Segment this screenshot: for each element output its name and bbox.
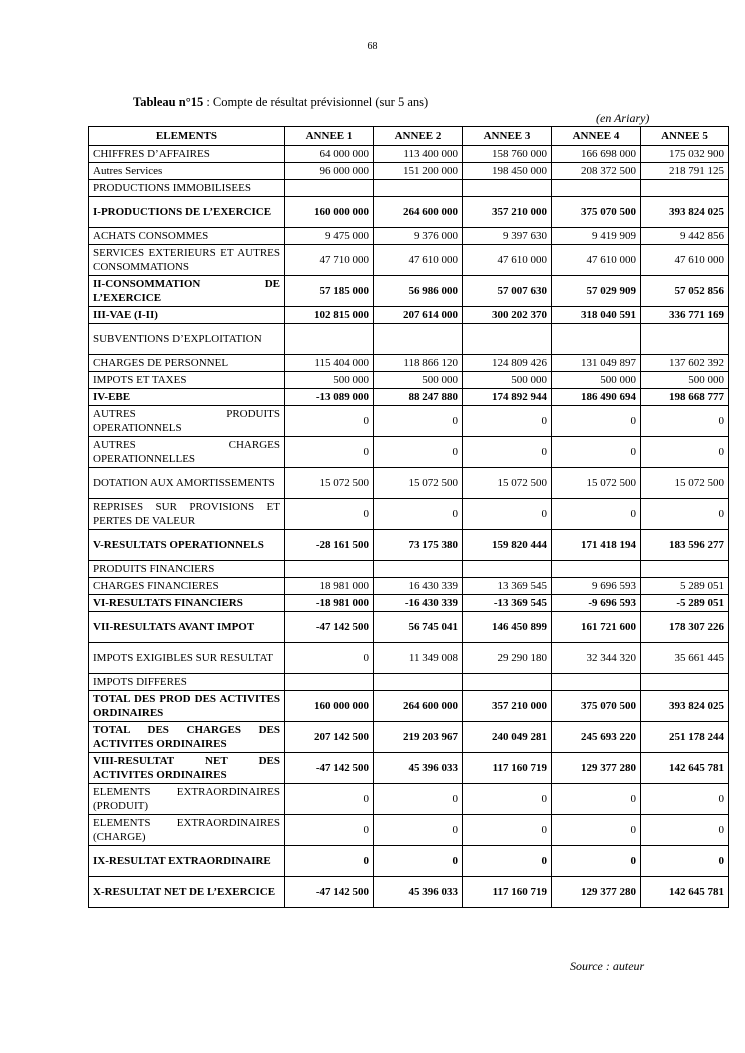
row-value-annee-4: 129 377 280 [552, 877, 641, 908]
row-value-annee-1: 0 [285, 643, 374, 674]
row-value-annee-3: 357 210 000 [463, 691, 552, 722]
row-value-annee-3: 0 [463, 815, 552, 846]
row-value-annee-2: 56 986 000 [374, 276, 463, 307]
row-label: DOTATION AUX AMORTISSEMENTS [89, 468, 285, 499]
row-label: IV-EBE [89, 389, 285, 406]
row-label: PRODUCTIONS IMMOBILISEES [89, 180, 285, 197]
table-row [89, 245, 729, 276]
row-value-annee-2: 0 [374, 406, 463, 437]
table-row [89, 846, 729, 877]
row-value-annee-2: 11 349 008 [374, 643, 463, 674]
row-value-annee-4: 375 070 500 [552, 197, 641, 228]
row-value-annee-4: 245 693 220 [552, 722, 641, 753]
row-value-annee-1: 0 [285, 499, 374, 530]
row-value-annee-2: 219 203 967 [374, 722, 463, 753]
row-value-annee-5 [641, 324, 729, 355]
row-label: V-RESULTATS OPERATIONNELS [89, 530, 285, 561]
row-value-annee-3: 117 160 719 [463, 877, 552, 908]
row-value-annee-3: 0 [463, 784, 552, 815]
row-value-annee-4: -9 696 593 [552, 595, 641, 612]
table-row [89, 437, 729, 468]
row-value-annee-3: 124 809 426 [463, 355, 552, 372]
row-value-annee-5: 15 072 500 [641, 468, 729, 499]
row-label: CHARGES DE PERSONNEL [89, 355, 285, 372]
row-label: CHARGES FINANCIERES [89, 578, 285, 595]
table-row [89, 163, 729, 180]
table-row [89, 499, 729, 530]
row-label: ELEMENTS EXTRAORDINAIRES (CHARGE) [89, 815, 285, 846]
row-label: VIII-RESULTAT NET DES ACTIVITES ORDINAIRES [89, 753, 285, 784]
row-value-annee-1: 102 815 000 [285, 307, 374, 324]
row-value-annee-3: 15 072 500 [463, 468, 552, 499]
row-value-annee-2: 15 072 500 [374, 468, 463, 499]
row-value-annee-2: 118 866 120 [374, 355, 463, 372]
row-value-annee-4: 15 072 500 [552, 468, 641, 499]
row-label: TOTAL DES PROD DES ACTIVITES ORDINAIRES [89, 691, 285, 722]
source-note: Source : auteur [570, 959, 645, 973]
row-value-annee-5: 251 178 244 [641, 722, 729, 753]
row-label: AUTRES CHARGES OPERATIONNELLES [89, 437, 285, 468]
row-value-annee-2 [374, 324, 463, 355]
row-value-annee-5: 393 824 025 [641, 691, 729, 722]
row-value-annee-2: 151 200 000 [374, 163, 463, 180]
row-label: IMPOTS DIFFERES [89, 674, 285, 691]
row-value-annee-1: 115 404 000 [285, 355, 374, 372]
table-row [89, 595, 729, 612]
currency-unit: (en Ariary) [596, 111, 650, 125]
row-value-annee-4 [552, 674, 641, 691]
row-value-annee-5 [641, 180, 729, 197]
row-value-annee-3: 0 [463, 499, 552, 530]
row-value-annee-2: 0 [374, 784, 463, 815]
row-value-annee-3: 13 369 545 [463, 578, 552, 595]
row-label: VI-RESULTATS FINANCIERS [89, 595, 285, 612]
row-value-annee-4 [552, 561, 641, 578]
table-row [89, 753, 729, 784]
table-row [89, 578, 729, 595]
table-header-row [89, 127, 729, 146]
row-value-annee-1: 96 000 000 [285, 163, 374, 180]
row-value-annee-2: 0 [374, 437, 463, 468]
row-value-annee-4: 208 372 500 [552, 163, 641, 180]
row-label: CHIFFRES D’AFFAIRES [89, 146, 285, 163]
row-value-annee-3: 117 160 719 [463, 753, 552, 784]
row-label: TOTAL DES CHARGES DES ACTIVITES ORDINAIRES [89, 722, 285, 753]
row-value-annee-2: -16 430 339 [374, 595, 463, 612]
row-value-annee-3: 57 007 630 [463, 276, 552, 307]
row-value-annee-2: 45 396 033 [374, 877, 463, 908]
row-value-annee-3: 159 820 444 [463, 530, 552, 561]
row-value-annee-3 [463, 180, 552, 197]
row-value-annee-1: 160 000 000 [285, 197, 374, 228]
row-label: IMPOTS EXIGIBLES SUR RESULTAT [89, 643, 285, 674]
header-annee-1: ANNEE 1 [285, 127, 374, 146]
row-value-annee-1 [285, 324, 374, 355]
row-value-annee-4: 32 344 320 [552, 643, 641, 674]
row-value-annee-2: 0 [374, 846, 463, 877]
row-label: IMPOTS ET TAXES [89, 372, 285, 389]
row-value-annee-2: 16 430 339 [374, 578, 463, 595]
header-annee-5: ANNEE 5 [641, 127, 729, 146]
row-value-annee-4: 161 721 600 [552, 612, 641, 643]
row-value-annee-4: 318 040 591 [552, 307, 641, 324]
table-row [89, 643, 729, 674]
table-row [89, 877, 729, 908]
row-value-annee-2: 0 [374, 815, 463, 846]
row-value-annee-5: 137 602 392 [641, 355, 729, 372]
row-value-annee-2: 73 175 380 [374, 530, 463, 561]
row-label: IX-RESULTAT EXTRAORDINAIRE [89, 846, 285, 877]
row-value-annee-1: 0 [285, 815, 374, 846]
row-value-annee-5 [641, 674, 729, 691]
row-value-annee-3: 500 000 [463, 372, 552, 389]
row-value-annee-5: 0 [641, 499, 729, 530]
table-row [89, 784, 729, 815]
row-value-annee-4: 131 049 897 [552, 355, 641, 372]
row-value-annee-4: 171 418 194 [552, 530, 641, 561]
header-annee-4: ANNEE 4 [552, 127, 641, 146]
table-row [89, 561, 729, 578]
row-value-annee-2: 47 610 000 [374, 245, 463, 276]
row-value-annee-4: 129 377 280 [552, 753, 641, 784]
row-value-annee-5: 336 771 169 [641, 307, 729, 324]
row-value-annee-5: 393 824 025 [641, 197, 729, 228]
row-value-annee-2: 113 400 000 [374, 146, 463, 163]
row-value-annee-4: 0 [552, 815, 641, 846]
row-value-annee-3: 198 450 000 [463, 163, 552, 180]
row-value-annee-4: 0 [552, 846, 641, 877]
row-label: II-CONSOMMATION DE L’EXERCICE [89, 276, 285, 307]
row-value-annee-5: 142 645 781 [641, 877, 729, 908]
row-value-annee-5: 142 645 781 [641, 753, 729, 784]
row-value-annee-2: 207 614 000 [374, 307, 463, 324]
income-statement-table [88, 126, 729, 908]
row-label: Autres Services [89, 163, 285, 180]
row-value-annee-5: 198 668 777 [641, 389, 729, 406]
row-value-annee-1: -47 142 500 [285, 753, 374, 784]
row-value-annee-3: 0 [463, 437, 552, 468]
row-value-annee-3: 0 [463, 846, 552, 877]
row-value-annee-1: -47 142 500 [285, 612, 374, 643]
row-value-annee-1: 15 072 500 [285, 468, 374, 499]
row-value-annee-1: 9 475 000 [285, 228, 374, 245]
row-value-annee-5: 0 [641, 784, 729, 815]
table-row [89, 180, 729, 197]
row-value-annee-3: 240 049 281 [463, 722, 552, 753]
row-value-annee-5: 183 596 277 [641, 530, 729, 561]
row-label: ACHATS CONSOMMES [89, 228, 285, 245]
row-value-annee-1: 500 000 [285, 372, 374, 389]
table-row [89, 197, 729, 228]
table-row [89, 324, 729, 355]
header-elements: ELEMENTS [89, 127, 285, 146]
table-row [89, 389, 729, 406]
row-value-annee-5: 9 442 856 [641, 228, 729, 245]
row-value-annee-1 [285, 674, 374, 691]
row-value-annee-4 [552, 324, 641, 355]
row-value-annee-1: 0 [285, 437, 374, 468]
row-value-annee-5: 218 791 125 [641, 163, 729, 180]
row-value-annee-3: 158 760 000 [463, 146, 552, 163]
row-value-annee-2 [374, 561, 463, 578]
row-value-annee-3: 29 290 180 [463, 643, 552, 674]
row-value-annee-1: 160 000 000 [285, 691, 374, 722]
table-row [89, 612, 729, 643]
row-value-annee-3 [463, 561, 552, 578]
row-value-annee-5: 0 [641, 437, 729, 468]
row-label: VII-RESULTATS AVANT IMPOT [89, 612, 285, 643]
row-value-annee-4: 57 029 909 [552, 276, 641, 307]
row-value-annee-3: 146 450 899 [463, 612, 552, 643]
row-value-annee-4: 166 698 000 [552, 146, 641, 163]
row-value-annee-5: 178 307 226 [641, 612, 729, 643]
row-value-annee-3: 0 [463, 406, 552, 437]
row-value-annee-1: 18 981 000 [285, 578, 374, 595]
row-label: I-PRODUCTIONS DE L’EXERCICE [89, 197, 285, 228]
row-value-annee-2: 88 247 880 [374, 389, 463, 406]
row-value-annee-3 [463, 324, 552, 355]
row-value-annee-5: 57 052 856 [641, 276, 729, 307]
row-value-annee-2: 9 376 000 [374, 228, 463, 245]
row-label: SERVICES EXTERIEURS ET AUTRES CONSOMMATIONS [89, 245, 285, 276]
header-annee-3: ANNEE 3 [463, 127, 552, 146]
row-value-annee-5: -5 289 051 [641, 595, 729, 612]
table-caption [133, 95, 428, 110]
row-value-annee-3: 174 892 944 [463, 389, 552, 406]
row-value-annee-1: 0 [285, 846, 374, 877]
table-row [89, 307, 729, 324]
row-value-annee-5: 5 289 051 [641, 578, 729, 595]
row-value-annee-1: 57 185 000 [285, 276, 374, 307]
row-value-annee-5: 0 [641, 406, 729, 437]
row-value-annee-4: 0 [552, 437, 641, 468]
page-number: 68 [367, 41, 378, 52]
row-value-annee-3 [463, 674, 552, 691]
row-value-annee-4: 0 [552, 406, 641, 437]
row-value-annee-2 [374, 674, 463, 691]
row-value-annee-1: 0 [285, 406, 374, 437]
row-value-annee-2: 500 000 [374, 372, 463, 389]
table-row [89, 372, 729, 389]
row-value-annee-1: 207 142 500 [285, 722, 374, 753]
row-value-annee-4: 375 070 500 [552, 691, 641, 722]
row-value-annee-3: 300 202 370 [463, 307, 552, 324]
row-value-annee-1: 47 710 000 [285, 245, 374, 276]
row-label: ELEMENTS EXTRAORDINAIRES (PRODUIT) [89, 784, 285, 815]
row-value-annee-1: -13 089 000 [285, 389, 374, 406]
table-row [89, 691, 729, 722]
row-value-annee-3: 47 610 000 [463, 245, 552, 276]
row-value-annee-4: 0 [552, 784, 641, 815]
row-value-annee-1 [285, 561, 374, 578]
row-value-annee-1: 64 000 000 [285, 146, 374, 163]
row-value-annee-4: 500 000 [552, 372, 641, 389]
table-row [89, 228, 729, 245]
table-row [89, 530, 729, 561]
row-label: SUBVENTIONS D’EXPLOITATION [89, 324, 285, 355]
row-value-annee-3: -13 369 545 [463, 595, 552, 612]
row-value-annee-2: 45 396 033 [374, 753, 463, 784]
table-row [89, 815, 729, 846]
table-caption-text: : Compte de résultat prévisionnel (sur 5 ans) [203, 95, 429, 109]
table-row [89, 146, 729, 163]
row-value-annee-2: 0 [374, 499, 463, 530]
table-row [89, 355, 729, 372]
table-row [89, 722, 729, 753]
table-row [89, 406, 729, 437]
row-value-annee-4: 186 490 694 [552, 389, 641, 406]
row-value-annee-5: 175 032 900 [641, 146, 729, 163]
row-label: REPRISES SUR PROVISIONS ET PERTES DE VALEUR [89, 499, 285, 530]
row-value-annee-2 [374, 180, 463, 197]
row-value-annee-2: 56 745 041 [374, 612, 463, 643]
row-value-annee-1: -28 161 500 [285, 530, 374, 561]
table-body [89, 146, 729, 908]
row-value-annee-5: 35 661 445 [641, 643, 729, 674]
row-value-annee-5 [641, 561, 729, 578]
row-value-annee-4: 0 [552, 499, 641, 530]
table-caption-prefix: Tableau n°15 [133, 95, 204, 109]
row-value-annee-2: 264 600 000 [374, 691, 463, 722]
row-value-annee-5: 47 610 000 [641, 245, 729, 276]
row-value-annee-4: 47 610 000 [552, 245, 641, 276]
row-value-annee-4 [552, 180, 641, 197]
row-label: X-RESULTAT NET DE L’EXERCICE [89, 877, 285, 908]
header-annee-2: ANNEE 2 [374, 127, 463, 146]
row-value-annee-2: 264 600 000 [374, 197, 463, 228]
table-row [89, 674, 729, 691]
row-value-annee-4: 9 419 909 [552, 228, 641, 245]
row-value-annee-5: 0 [641, 846, 729, 877]
row-label: AUTRES PRODUITS OPERATIONNELS [89, 406, 285, 437]
row-value-annee-5: 0 [641, 815, 729, 846]
table-row [89, 276, 729, 307]
table-row [89, 468, 729, 499]
row-value-annee-3: 9 397 630 [463, 228, 552, 245]
row-value-annee-1: 0 [285, 784, 374, 815]
row-value-annee-4: 9 696 593 [552, 578, 641, 595]
row-label: III-VAE (I-II) [89, 307, 285, 324]
row-label: PRODUITS FINANCIERS [89, 561, 285, 578]
row-value-annee-3: 357 210 000 [463, 197, 552, 228]
row-value-annee-1: -18 981 000 [285, 595, 374, 612]
row-value-annee-5: 500 000 [641, 372, 729, 389]
row-value-annee-1: -47 142 500 [285, 877, 374, 908]
row-value-annee-1 [285, 180, 374, 197]
